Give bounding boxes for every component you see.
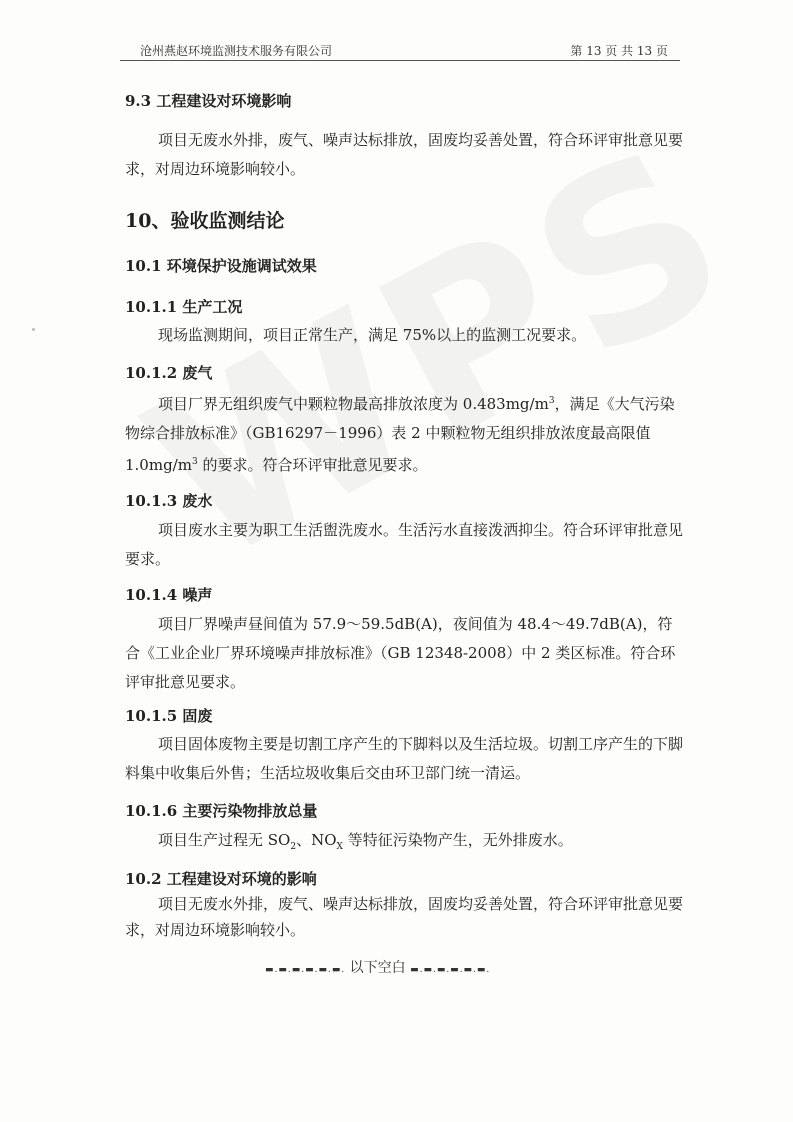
end-marker: [265, 957, 585, 977]
end-dashes-right: ▬.▬.▬.▬.▬.▬.: [410, 965, 491, 975]
section-9-3-title: 9.3 工程建设对环境影响: [125, 92, 292, 110]
section-10-1-1-title: 10.1.1 生产工况: [125, 298, 243, 316]
section-10-title: 10、验收监测结论: [125, 210, 285, 232]
section-10-1-2-title: 10.1.2 废气: [125, 364, 213, 382]
section-10-1-6-title: 10.1.6 主要污染物排放总量: [125, 802, 318, 820]
section-10-1-3-title: 10.1.3 废水: [125, 492, 213, 510]
scan-speck: [32, 328, 35, 331]
section-10-1-5-body: 项目固体废物主要是切割工序产生的下脚料以及生活垃圾。切割工序产生的下脚料集中收集后外售；生活垃圾收集后交由环卫部门统一清运。: [125, 735, 684, 782]
section-10-1-4-title: 10.1.4 噪声: [125, 586, 213, 604]
section-10-1-6-body: 项目生产过程无 $SO_2$、$NO_X$ 等特征污染物产生，无外排废水。: [158, 831, 573, 852]
section-10-1-3-body: 项目废水主要为职工生活盥洗废水。生活污水直接泼洒抑尘。符合环评审批意见要求。: [125, 521, 684, 568]
section-10-1-4-body: 项目厂界噪声昼间值为 57.9～59.5dB(A)，夜间值为 48.4～49.7dB(A)，符合《工业企业厂界环境噪声排放标准》（GB 12348-2008）中 2 类区标准。符合环评审批意见要求。: [125, 615, 676, 691]
end-text: 以下空白: [349, 960, 406, 976]
page-header: [120, 40, 680, 61]
page-number: 第 13 页 共 13 页: [570, 44, 668, 58]
end-dashes-left: ▬.▬.▬.▬.▬.▬.: [265, 965, 346, 975]
section-10-2-body: 项目无废水外排，废气、噪声达标排放，固废均妥善处置，符合环评审批意见要求，对周边环境影响较小。: [125, 895, 684, 939]
section-10-1-5-title: 10.1.5 固废: [125, 707, 213, 725]
section-10-1-1-body: 现场监测期间，项目正常生产，满足 75%以上的监测工况要求。: [158, 326, 587, 344]
section-10-1-title: 10.1 环境保护设施调试效果: [125, 257, 317, 275]
section-9-3-body: 项目无废水外排，废气、噪声达标排放，固废均妥善处置，符合环评审批意见要求，对周边环境影响较小。: [125, 131, 684, 178]
company-name: 沧州燕赵环境监测技术服务有限公司: [140, 44, 333, 58]
section-10-2-title: 10.2 工程建设对环境的影响: [125, 870, 317, 888]
section-10-1-2-body: 项目厂界无组织废气中颗粒物最高排放浓度为 $0.483mg/m^3$，满足《大气污染物综合排放标准》（GB16297－1996）表 2 中颗粒物无组织排放浓度最高限值 $1.0mg/m^3$ 的要求。符合环评审批意见要求。: [125, 395, 675, 474]
